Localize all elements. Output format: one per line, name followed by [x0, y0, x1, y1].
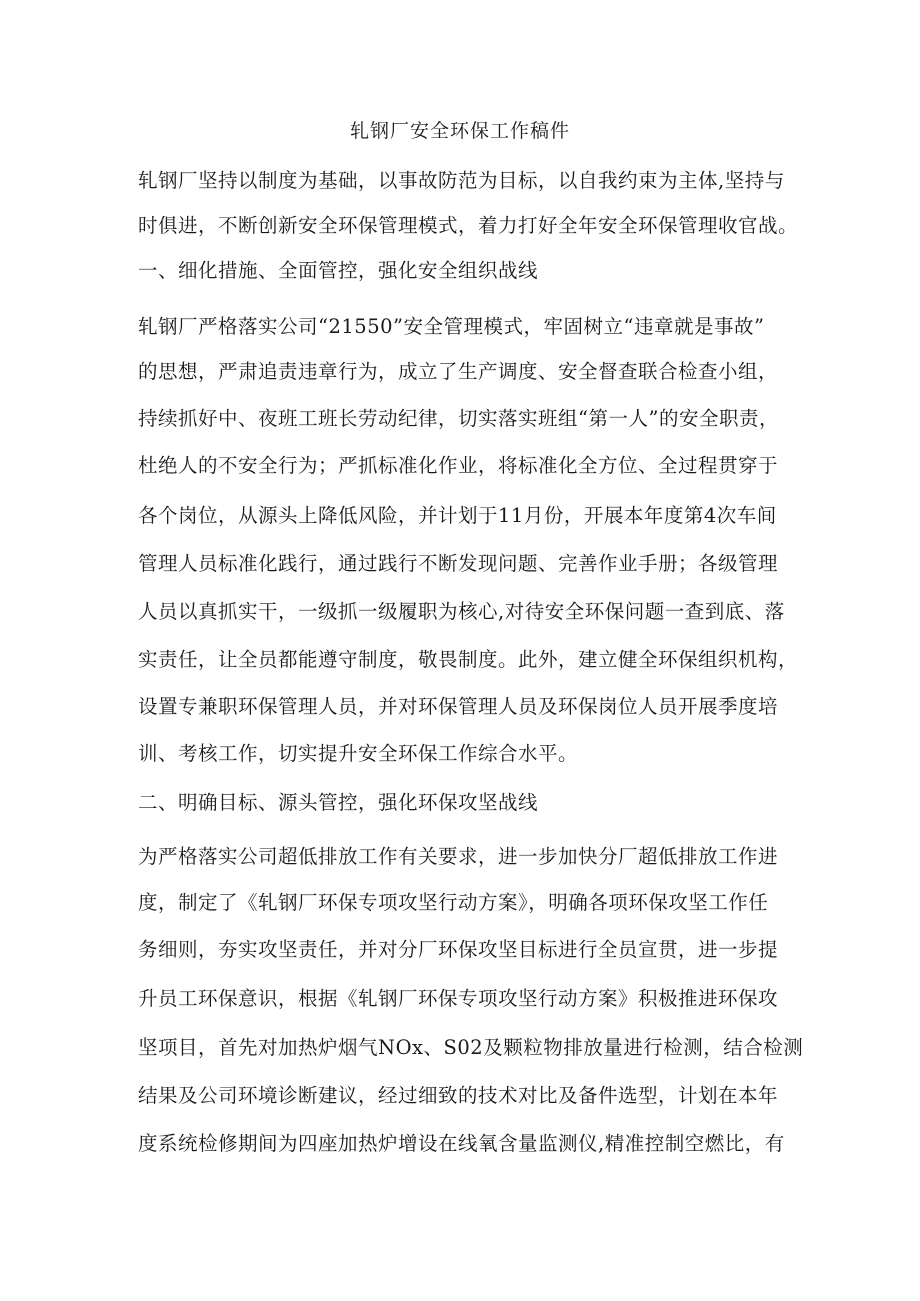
- section-2-line-5: 坚项目，首先对加热炉烟气NOx、S02及颗粒物排放量进行检测，结合检测: [138, 1036, 804, 1059]
- intro-line-2: 时俱进，不断创新安全环保管理模式，着力打好全年安全环保管理收官战。: [138, 214, 799, 237]
- section-2-line-2: 度，制定了《轧钢厂环保专项攻坚行动方案》，明确各项环保攻坚工作任: [138, 891, 769, 914]
- section-1-line-1: 轧钢厂严格落实公司“21550”安全管理模式，牢固树立“违章就是事故”: [138, 315, 765, 338]
- section-1-line-7: 人员以真抓实干，一级抓一级履职为核心,对待安全环保问题一查到底、落: [138, 600, 785, 623]
- section-1-heading: 一、细化措施、全面管控，强化安全组织战线: [138, 259, 539, 282]
- section-2-line-4: 升员工环保意识，根据《轧钢厂环保专项攻坚行动方案》积极推进环保攻: [138, 987, 779, 1010]
- section-1-line-6: 管理人员标准化践行，通过践行不断发现问题、完善作业手册；各级管理: [138, 552, 779, 575]
- intro-line-1: 轧钢厂坚持以制度为基础，以事故防范为目标，以自我约束为主体,坚持与: [138, 169, 785, 192]
- section-2-heading: 二、明确目标、源头管控，强化环保攻坚战线: [138, 791, 539, 814]
- section-1-line-3: 持续抓好中、夜班工班长劳动纪律，切实落实班组“第一人”的安全职责，: [138, 407, 779, 430]
- section-2-line-1: 为严格落实公司超低排放工作有关要求，进一步加快分厂超低排放工作进: [138, 845, 779, 868]
- section-1-line-5: 各个岗位，从源头上降低风险，并计划于11月份，开展本年度第4次车间: [138, 504, 777, 527]
- section-1-line-2: 的思想，严肃追责违章行为，成立了生产调度、安全督查联合检查小组，: [138, 360, 779, 383]
- section-1-line-9: 设置专兼职环保管理人员，并对环保管理人员及环保岗位人员开展季度培: [138, 695, 779, 718]
- section-1-line-10: 训、考核工作，切实提升安全环保工作综合水平。: [138, 742, 579, 765]
- section-1-line-8: 实责任，让全员都能遵守制度，敬畏制度。此外，建立健全环保组织机构，: [138, 648, 799, 671]
- section-2-line-3: 务细则，夯实攻坚责任，并对分厂环保攻坚目标进行全员宣贯，进一步提: [138, 938, 779, 961]
- section-1-line-4: 杜绝人的不安全行为；严抓标准化作业，将标准化全方位、全过程贯穿于: [138, 454, 779, 477]
- section-2-line-6: 结果及公司环境诊断建议，经过细致的技术对比及备件选型，计划在本年: [138, 1084, 779, 1107]
- section-2-line-7: 度系统检修期间为四座加热炉增设在线氧含量监测仪,精准控制空燃比，有: [138, 1132, 785, 1155]
- document-title: 轧钢厂安全环保工作稿件: [349, 120, 570, 142]
